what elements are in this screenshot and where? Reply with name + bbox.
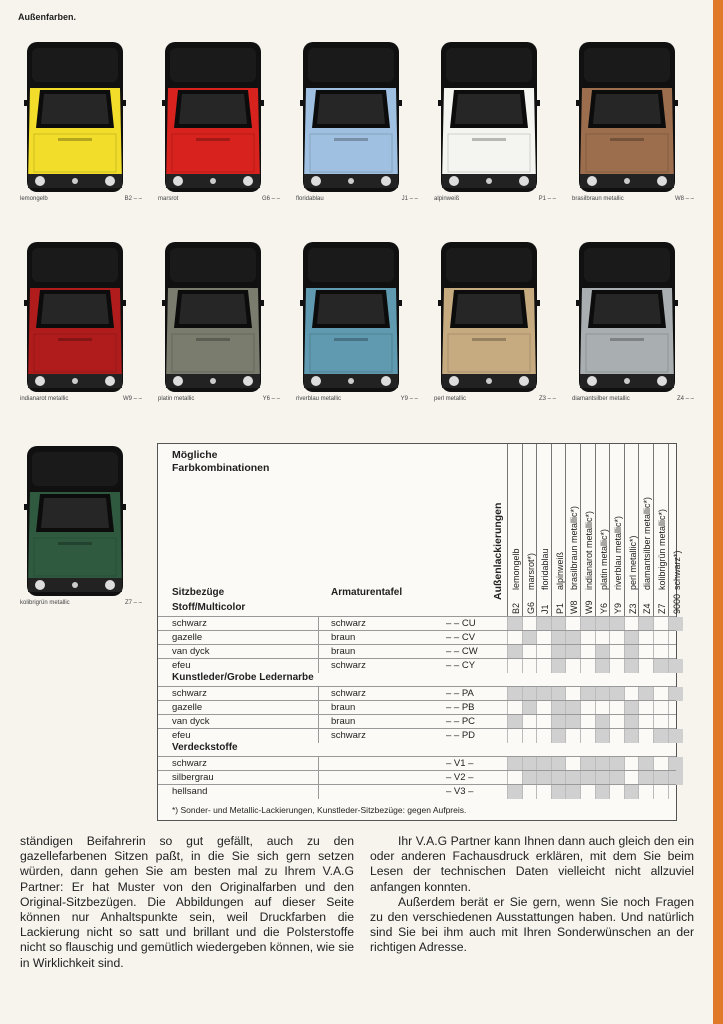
combination-unavailable <box>668 715 684 729</box>
car-color-code: W8 – – <box>674 196 694 202</box>
combination-unavailable <box>522 617 538 631</box>
combination-unavailable <box>653 757 669 771</box>
table-row <box>158 686 676 701</box>
combination-available <box>668 659 684 673</box>
combination-unavailable <box>565 617 581 631</box>
combination-available <box>624 701 640 715</box>
combination-available <box>624 729 640 743</box>
combination-available <box>609 771 625 785</box>
combination-available <box>595 757 611 771</box>
table-row <box>158 644 676 659</box>
car-color-code: P1 – – <box>538 196 556 202</box>
column-divider <box>318 757 319 771</box>
combination-available <box>609 757 625 771</box>
car-color-name: indianarot metallic <box>20 396 69 402</box>
combination-unavailable <box>595 701 611 715</box>
car-swatch <box>572 236 694 411</box>
dashboard-color: schwarz <box>331 730 366 741</box>
column-divider <box>318 701 319 715</box>
combination-unavailable <box>638 659 654 673</box>
car-swatch <box>434 36 556 211</box>
seat-cover: van dyck <box>172 716 210 727</box>
combination-unavailable <box>565 687 581 701</box>
trim-code: – – CV <box>446 632 476 643</box>
paint-code: Y9 <box>613 602 624 614</box>
paint-code: W9 <box>584 600 594 614</box>
combination-unavailable <box>536 631 552 645</box>
car-label <box>20 196 142 202</box>
combination-available <box>551 617 567 631</box>
car-color-name: floridablau <box>296 196 324 202</box>
combination-unavailable <box>507 659 523 673</box>
car-swatch <box>434 236 556 411</box>
combination-available <box>507 715 523 729</box>
combination-unavailable <box>522 785 538 799</box>
paint-code: W8 <box>569 600 580 614</box>
combination-unavailable <box>580 785 596 799</box>
combination-available <box>565 715 581 729</box>
seat-cover: efeu <box>172 730 191 741</box>
paint-code: B2 <box>511 602 521 614</box>
car-label <box>434 196 556 202</box>
combination-unavailable <box>565 659 581 673</box>
combination-available <box>551 645 567 659</box>
combination-available <box>595 785 611 799</box>
car-illustration <box>24 242 126 394</box>
combination-unavailable <box>522 659 538 673</box>
car-color-name: riverblau metallic <box>296 396 342 402</box>
paint-column <box>668 444 684 616</box>
trim-code: – V3 – <box>446 786 474 797</box>
paint-column <box>609 444 625 616</box>
car-color-name: lemongelb <box>20 196 48 202</box>
car-swatch <box>158 36 280 211</box>
dashboard-color: schwarz <box>331 618 366 629</box>
column-divider <box>318 631 319 645</box>
combination-available <box>609 687 625 701</box>
car-color-code: Z7 – – <box>124 600 142 606</box>
table-row <box>158 658 676 673</box>
paint-name: kolibrigrün metallic*) <box>657 508 667 590</box>
combination-available <box>522 687 538 701</box>
column-divider <box>318 771 319 785</box>
combination-available <box>565 771 581 785</box>
car-swatch <box>20 36 142 211</box>
combination-available <box>668 771 684 785</box>
combination-unavailable <box>653 701 669 715</box>
table-row <box>158 728 676 743</box>
combination-available <box>595 687 611 701</box>
seat-cover: schwarz <box>172 688 207 699</box>
combination-unavailable <box>609 659 625 673</box>
car-illustration <box>300 242 402 394</box>
car-label <box>572 396 694 402</box>
paint-code: G6 <box>525 601 536 614</box>
combination-unavailable <box>638 631 654 645</box>
combination-available <box>668 729 684 743</box>
paint-code: 9000 <box>671 593 682 614</box>
group-heading: Stoff/Multicolor <box>172 602 246 613</box>
combination-unavailable <box>580 631 596 645</box>
combination-unavailable <box>536 785 552 799</box>
car-illustration <box>24 446 126 598</box>
combination-unavailable <box>507 701 523 715</box>
combination-available <box>565 785 581 799</box>
car-color-name: perl metallic <box>434 396 467 402</box>
column-divider <box>318 729 319 743</box>
seat-cover: efeu <box>172 660 191 671</box>
combination-available <box>638 687 654 701</box>
seat-cover: schwarz <box>172 758 207 769</box>
paint-name: indianarot metallic*) <box>584 510 594 590</box>
combination-unavailable <box>653 617 669 631</box>
paint-name: lemongelb <box>511 548 521 590</box>
table-row <box>158 700 676 715</box>
car-color-code: Y9 – – <box>400 396 418 402</box>
combination-available <box>551 701 567 715</box>
combination-unavailable <box>536 659 552 673</box>
combination-available <box>624 659 640 673</box>
column-divider <box>318 617 319 631</box>
car-color-code: G6 – – <box>261 196 280 202</box>
car-illustration <box>162 42 264 194</box>
combination-unavailable <box>653 645 669 659</box>
column-divider <box>318 659 319 673</box>
combination-unavailable <box>536 729 552 743</box>
car-color-code: Z4 – – <box>676 396 694 402</box>
combination-available <box>551 631 567 645</box>
combination-available <box>507 645 523 659</box>
combination-available <box>609 617 625 631</box>
trim-code: – – PB <box>446 702 475 713</box>
combination-unavailable <box>638 645 654 659</box>
combination-unavailable <box>522 645 538 659</box>
dashboard-color: braun <box>331 716 356 727</box>
group-heading: Verdeckstoffe <box>172 742 238 753</box>
combination-unavailable <box>580 645 596 659</box>
trim-code: – – PA <box>446 688 474 699</box>
combination-available <box>565 701 581 715</box>
table-row <box>158 714 676 729</box>
combination-unavailable <box>668 645 684 659</box>
trim-code: – V1 – <box>446 758 474 769</box>
car-swatch <box>572 36 694 211</box>
table-footnote: *) Sonder- und Metallic-Lackierungen, Kunstleder-Sitzbezüge: gegen Aufpreis. <box>172 805 467 815</box>
text-column-left: ständigen Beifahrerin so gut gefällt, auch zu den gazellefarbenen Sitzen paßt, in die Sie sich gern setzen würden, dann gehen Sie am besten mal zu Ihrem V.A.G Partner: Er hat Muster von den Originalfarben und den Original-Sitzbezügen. Die Abbildungen auf dieser Seite können nur Anhaltspunkte sein, weil Druckfarben die Lackierung nicht so satt und brillant und die Polsterstoffe nicht so flauschig und gemütlich wiedergeben können, wie sie in Wirklichkeit sind. <box>20 834 354 970</box>
combination-unavailable <box>653 715 669 729</box>
dashboard-color: braun <box>331 646 356 657</box>
combination-available <box>580 771 596 785</box>
combination-unavailable <box>609 729 625 743</box>
combination-unavailable <box>565 729 581 743</box>
car-swatch <box>296 36 418 211</box>
trim-code: – – PC <box>446 716 476 727</box>
combination-available <box>638 617 654 631</box>
trim-code: – V2 – <box>446 772 474 783</box>
combination-available <box>507 687 523 701</box>
paint-column <box>580 444 596 616</box>
combination-available <box>653 771 669 785</box>
combination-unavailable <box>653 631 669 645</box>
combination-unavailable <box>507 729 523 743</box>
car-label <box>434 396 556 402</box>
paint-code: Z4 <box>642 603 653 614</box>
paint-column <box>638 444 654 616</box>
seat-cover: van dyck <box>172 646 210 657</box>
dashboard-color: braun <box>331 702 356 713</box>
combination-available <box>595 617 611 631</box>
combination-unavailable <box>638 729 654 743</box>
combination-available <box>595 645 611 659</box>
paint-code: Z3 <box>627 603 638 614</box>
paint-column <box>551 444 567 616</box>
car-color-code: J1 – – <box>401 196 418 202</box>
table-row <box>158 756 676 771</box>
paint-name: schwarz*) <box>671 550 682 590</box>
paint-heading: Außenlackierungen <box>492 502 504 600</box>
car-label <box>572 196 694 202</box>
car-color-name: marsrot <box>158 196 179 202</box>
combination-unavailable <box>609 715 625 729</box>
car-swatch <box>20 236 142 411</box>
car-color-code: B2 – – <box>124 196 142 202</box>
combination-available <box>551 729 567 743</box>
orange-edge-stripe <box>713 0 723 1024</box>
combination-available <box>580 617 596 631</box>
car-label <box>20 600 142 606</box>
combination-available <box>536 771 552 785</box>
combination-unavailable <box>609 631 625 645</box>
paint-column <box>507 444 523 616</box>
combination-available <box>522 631 538 645</box>
combination-unavailable <box>507 631 523 645</box>
car-illustration <box>162 242 264 394</box>
car-illustration <box>438 242 540 394</box>
group-heading: Kunstleder/Grobe Ledernarbe <box>172 672 314 683</box>
combination-available <box>580 757 596 771</box>
column-divider <box>318 715 319 729</box>
combination-available <box>507 617 523 631</box>
paint-column <box>565 444 581 616</box>
combination-available <box>624 631 640 645</box>
car-color-code: W9 – – <box>122 396 142 402</box>
trim-code: – – CW <box>446 646 478 657</box>
combination-unavailable <box>580 729 596 743</box>
car-illustration <box>24 42 126 194</box>
combination-available <box>522 757 538 771</box>
combination-unavailable <box>536 715 552 729</box>
combination-available <box>551 757 567 771</box>
car-color-name: platin metallic <box>158 396 195 402</box>
combination-unavailable <box>638 715 654 729</box>
section-heading: Außenfarben. <box>18 12 77 22</box>
paint-column <box>595 444 611 616</box>
seat-cover: silbergrau <box>172 772 214 783</box>
combination-available <box>624 645 640 659</box>
seat-cover: gazelle <box>172 632 203 643</box>
car-color-name: kolibrigrün metallic <box>20 600 70 606</box>
combination-available <box>565 645 581 659</box>
combination-available <box>536 617 552 631</box>
combination-available <box>536 687 552 701</box>
column-divider <box>318 687 319 701</box>
combination-unavailable <box>595 631 611 645</box>
combination-unavailable <box>609 701 625 715</box>
combination-available <box>551 687 567 701</box>
combination-available <box>624 785 640 799</box>
table-row <box>158 616 676 631</box>
combination-available <box>595 771 611 785</box>
column-divider <box>318 645 319 659</box>
seat-cover: gazelle <box>172 702 203 713</box>
car-swatch <box>158 236 280 411</box>
combination-unavailable <box>507 771 523 785</box>
seat-heading: Sitzbezüge <box>172 587 225 598</box>
combination-unavailable <box>609 645 625 659</box>
paint-name: perl metallic*) <box>627 535 638 590</box>
combination-available <box>595 659 611 673</box>
paint-code: Y6 <box>598 602 609 614</box>
table-row <box>158 630 676 645</box>
paint-column <box>522 444 538 616</box>
car-swatch <box>20 440 142 615</box>
car-swatch <box>296 236 418 411</box>
paint-name: floridablau <box>540 548 551 590</box>
paint-code: P1 <box>554 602 565 614</box>
combination-available <box>565 631 581 645</box>
car-label <box>158 396 280 402</box>
combination-unavailable <box>536 701 552 715</box>
car-illustration <box>576 42 678 194</box>
car-label <box>20 396 142 402</box>
table-title: Mögliche Farbkombinationen <box>172 449 270 474</box>
car-illustration <box>300 42 402 194</box>
combination-available <box>551 771 567 785</box>
paint-code: Z7 <box>657 603 667 614</box>
car-color-code: Y6 – – <box>262 396 280 402</box>
combination-available <box>624 715 640 729</box>
trim-code: – – CU <box>446 618 476 629</box>
dashboard-heading: Armaturentafel <box>331 587 403 598</box>
paint-name: platin metallic*) <box>598 528 609 590</box>
car-illustration <box>576 242 678 394</box>
combination-unavailable <box>580 659 596 673</box>
combination-available <box>536 757 552 771</box>
paint-name: brasilbraun metallic*) <box>569 505 580 590</box>
combination-unavailable <box>668 701 684 715</box>
combination-available <box>595 715 611 729</box>
combination-unavailable <box>624 757 640 771</box>
dashboard-color: schwarz <box>331 688 366 699</box>
column-divider <box>318 785 319 799</box>
combination-available <box>595 729 611 743</box>
seat-cover: hellsand <box>172 786 208 797</box>
combination-unavailable <box>624 617 640 631</box>
table-row <box>158 784 676 799</box>
combination-unavailable <box>536 645 552 659</box>
combination-unavailable <box>609 785 625 799</box>
combination-unavailable <box>638 785 654 799</box>
combination-available <box>668 757 684 771</box>
car-label <box>296 396 418 402</box>
text-column-right: Ihr V.A.G Partner kann Ihnen dann auch gleich den ein oder anderen Fachausdruck erklären, mit dem Sie beim Lesen der technischen Daten vielleicht nicht allzuviel anfangen konnten. Außerdem berät er Sie gern, wenn Sie noch Fragen zu den verschiedenen Ausstattungen haben. Und natürlich sind Sie bei ihm auch mit Ihren Sonderwünschen an der richtigen Adresse. <box>370 834 694 955</box>
combination-unavailable <box>638 701 654 715</box>
combination-available <box>522 701 538 715</box>
paint-code: J1 <box>540 604 551 614</box>
combination-available <box>551 659 567 673</box>
combination-unavailable <box>668 631 684 645</box>
seat-cover: schwarz <box>172 618 207 629</box>
combination-available <box>522 771 538 785</box>
combination-available <box>507 757 523 771</box>
dashboard-color: schwarz <box>331 660 366 671</box>
car-label <box>296 196 418 202</box>
combination-unavailable <box>668 785 684 799</box>
combination-unavailable <box>580 715 596 729</box>
car-color-code: Z3 – – <box>538 396 556 402</box>
combination-available <box>551 715 567 729</box>
trim-code: – – PD <box>446 730 476 741</box>
car-illustration <box>438 42 540 194</box>
paint-name: diamantsilber metallic*) <box>642 496 653 590</box>
color-combination-table <box>157 443 682 821</box>
paint-name: marsrot*) <box>525 552 536 590</box>
combination-unavailable <box>522 715 538 729</box>
combination-unavailable <box>565 757 581 771</box>
trim-code: – – CY <box>446 660 476 671</box>
combination-available <box>638 771 654 785</box>
combination-unavailable <box>580 701 596 715</box>
paint-name: alpinweiß <box>554 551 565 590</box>
combination-available <box>507 785 523 799</box>
combination-unavailable <box>522 729 538 743</box>
car-color-name: diamantsilber metallic <box>572 396 630 402</box>
paint-column <box>653 444 669 616</box>
paint-name: riverblau metallic*) <box>613 515 624 590</box>
car-color-name: brasilbraun metallic <box>572 196 624 202</box>
combination-available <box>668 687 684 701</box>
combination-available <box>653 659 669 673</box>
paint-column <box>536 444 552 616</box>
combination-available <box>551 785 567 799</box>
table-row <box>158 770 676 785</box>
combination-unavailable <box>624 771 640 785</box>
combination-available <box>638 757 654 771</box>
car-label <box>158 196 280 202</box>
combination-unavailable <box>653 785 669 799</box>
dashboard-color: braun <box>331 632 356 643</box>
combination-available <box>668 617 684 631</box>
combination-available <box>653 729 669 743</box>
combination-available <box>580 687 596 701</box>
combination-unavailable <box>653 687 669 701</box>
combination-unavailable <box>624 687 640 701</box>
car-color-name: alpinweiß <box>434 196 460 202</box>
paint-column <box>624 444 640 616</box>
